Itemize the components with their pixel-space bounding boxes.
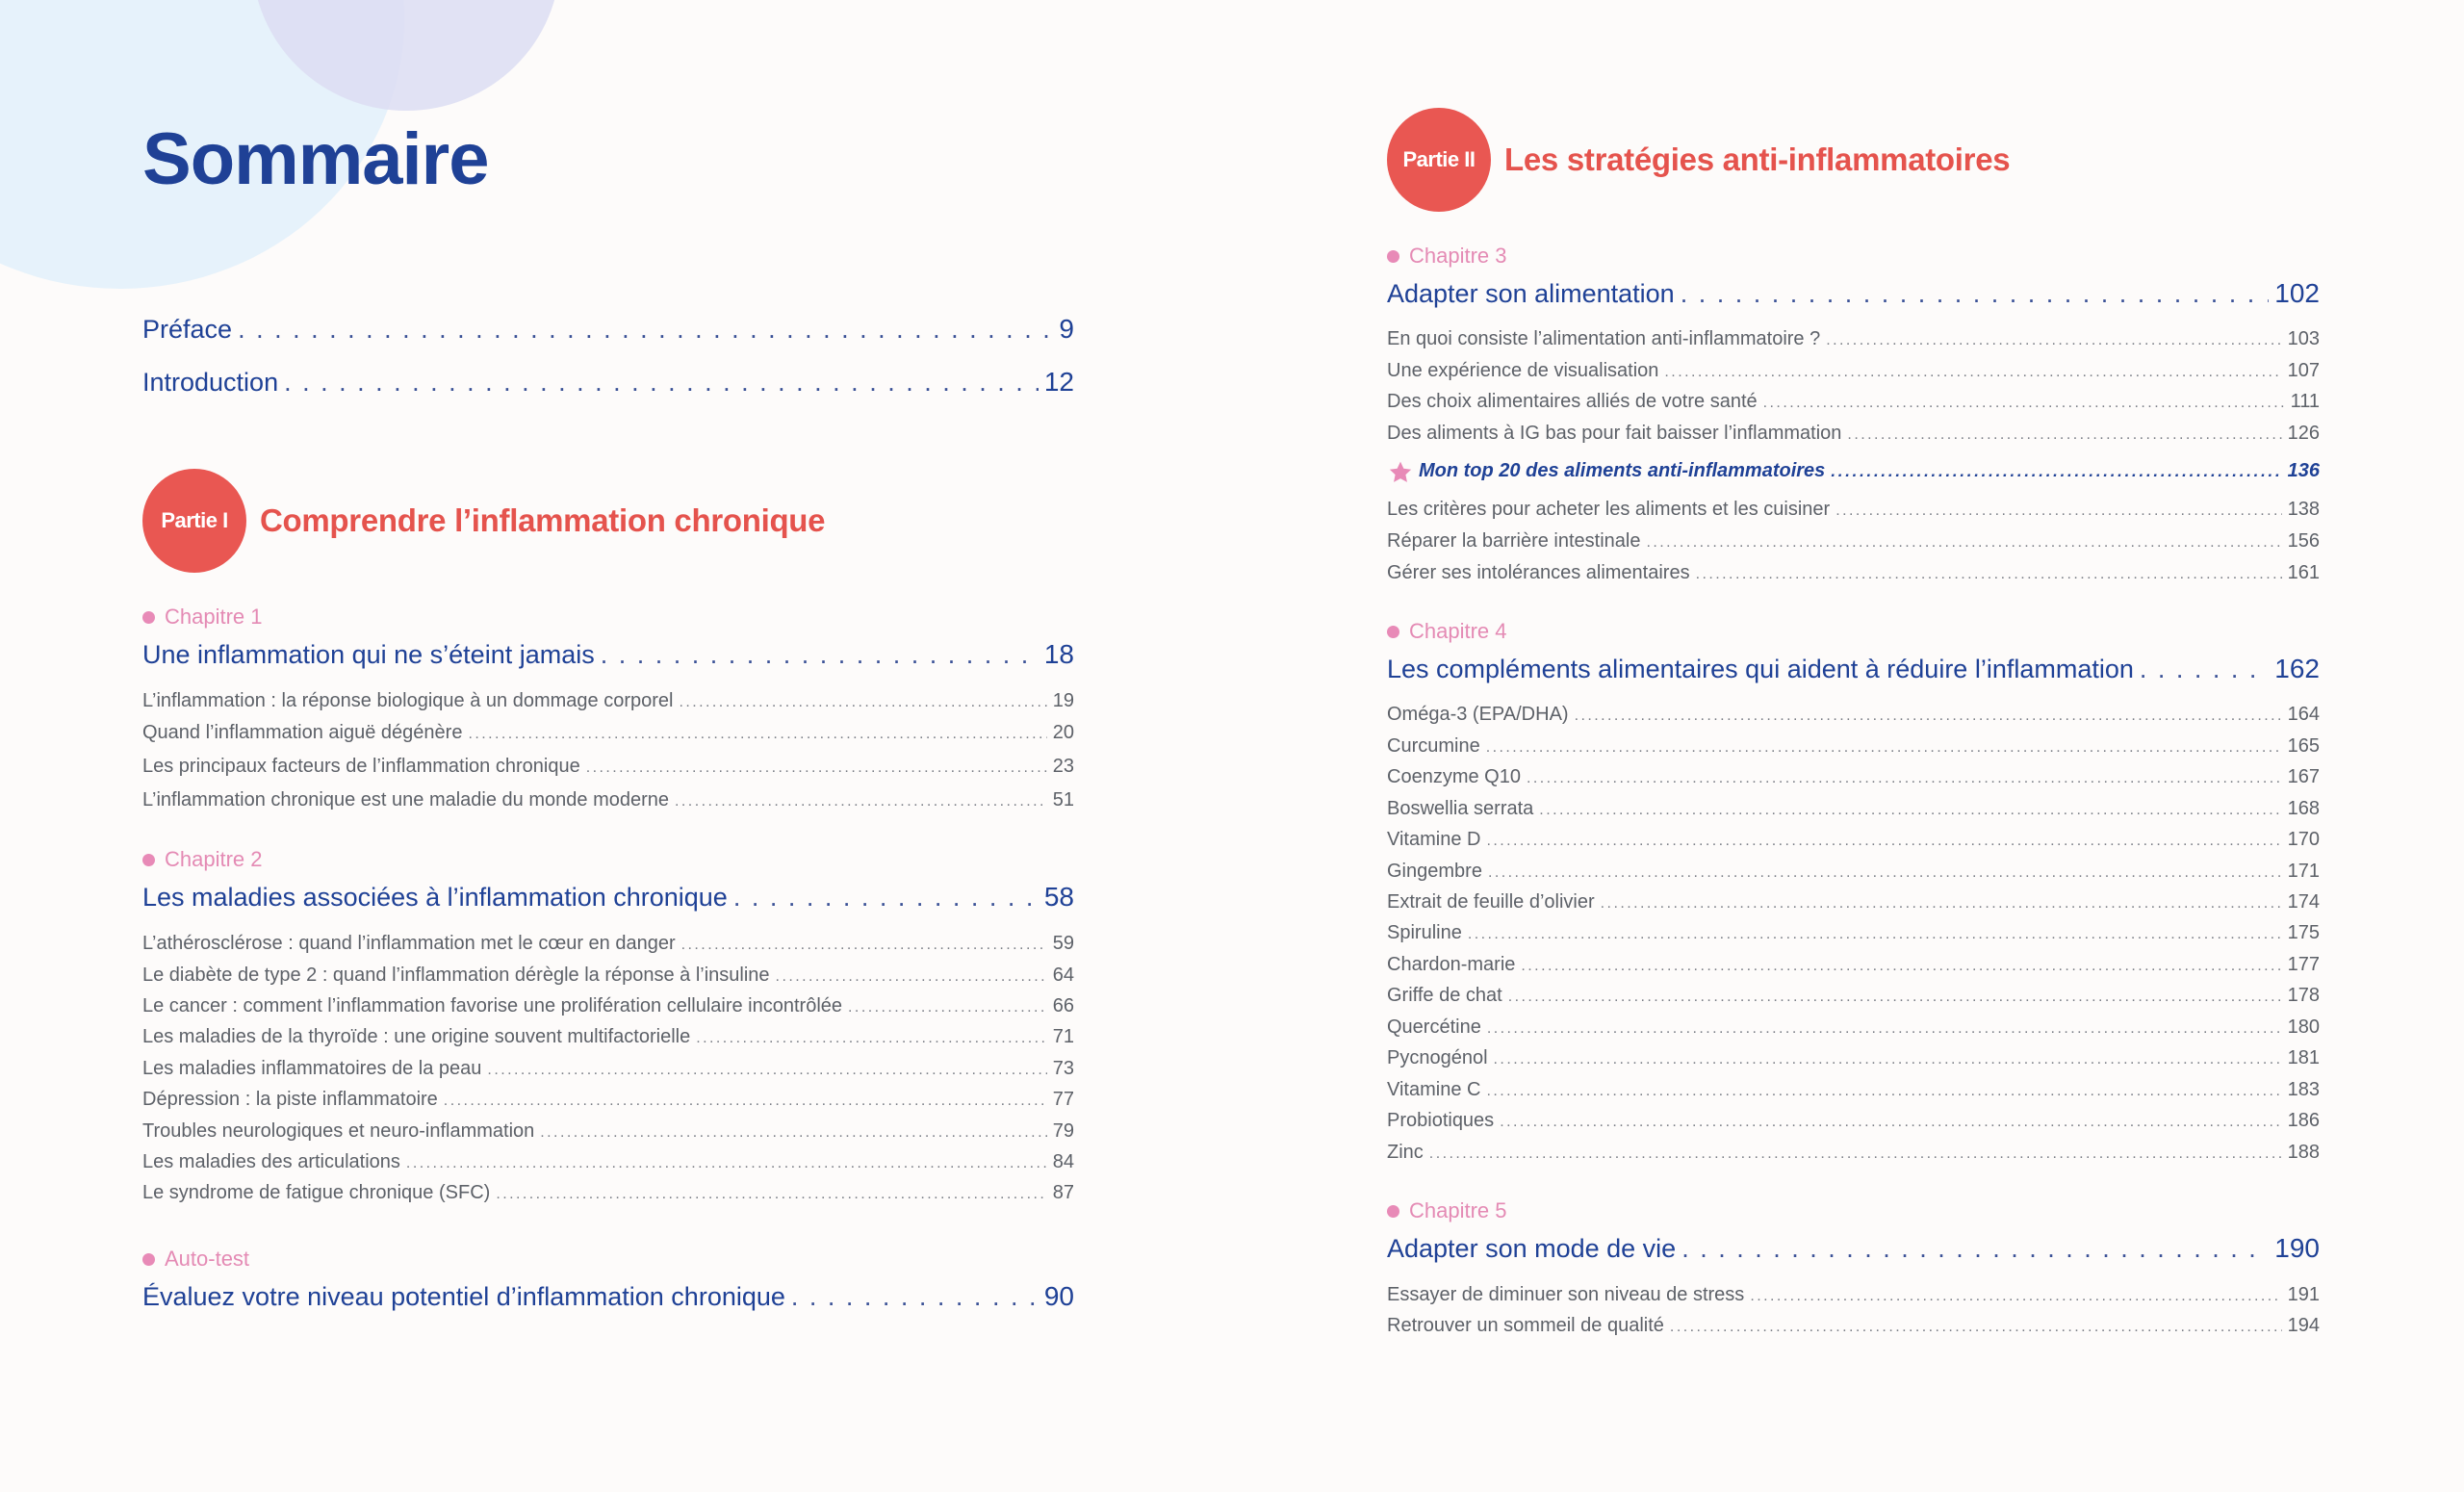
toc-item[interactable]: Vitamine D . . . 170	[1387, 829, 2320, 851]
chapter-2-heading[interactable]: Les maladies associées à l’inflammation chronique . . . 58	[142, 882, 1074, 913]
autotest-tag: Auto-test	[142, 1247, 249, 1272]
bullet-dot-icon	[142, 611, 155, 624]
toc-item[interactable]: Le syndrome de fatigue chronique (SFC) . . . 87	[142, 1182, 1074, 1204]
chapter-1-tag: Chapitre 1	[142, 605, 263, 630]
toc-item[interactable]: Des aliments à IG bas pour fait baisser l’inflammation . . . 126	[1387, 423, 2320, 445]
toc-item[interactable]: Coenzyme Q10 . . . 167	[1387, 766, 2320, 788]
toc-item[interactable]: Des choix alimentaires alliés de votre santé . . . 111	[1387, 391, 2320, 413]
bullet-dot-icon	[142, 854, 155, 866]
bullet-dot-icon	[1387, 1205, 1399, 1218]
chapter-2-tag: Chapitre 2	[142, 847, 263, 872]
toc-item[interactable]: Le cancer : comment l’inflammation favorise une prolifération cellulaire incontrôlée . . . 66	[142, 995, 1074, 1017]
part-2-title: Les stratégies anti-inflammatoires	[1504, 141, 2011, 177]
toc-item[interactable]: L’inflammation chronique est une maladie du monde moderne . . . 51	[142, 789, 1074, 811]
toc-item[interactable]: Les maladies inflammatoires de la peau . . . 73	[142, 1058, 1074, 1080]
part-2-header	[1387, 108, 2010, 212]
toc-item-featured[interactable]: Mon top 20 des aliments anti-inflammatoires . . . 136	[1387, 460, 2320, 485]
toc-item[interactable]: Griffe de chat . . . 178	[1387, 985, 2320, 1007]
part-2-badge: Partie II	[1387, 108, 1491, 212]
toc-item[interactable]: Retrouver un sommeil de qualité . . . 194	[1387, 1315, 2320, 1337]
toc-item[interactable]: Gingembre . . . 171	[1387, 861, 2320, 883]
toc-item[interactable]: Troubles neurologiques et neuro-inflammation . . . 79	[142, 1120, 1074, 1143]
autotest-heading[interactable]: Évaluez votre niveau potentiel d’inflammation chronique . . . 90	[142, 1281, 1074, 1312]
toc-item[interactable]: Gérer ses intolérances alimentaires . . . 161	[1387, 562, 2320, 584]
toc-item[interactable]: Les maladies des articulations . . . 84	[142, 1151, 1074, 1173]
toc-item[interactable]: Dépression : la piste inflammatoire . . . 77	[142, 1089, 1074, 1111]
toc-item[interactable]: Spiruline . . . 175	[1387, 922, 2320, 944]
bullet-dot-icon	[1387, 250, 1399, 263]
toc-item[interactable]: Extrait de feuille d’olivier . . . 174	[1387, 891, 2320, 913]
toc-item[interactable]: L’inflammation : la réponse biologique à un dommage corporel . . . 19	[142, 690, 1074, 712]
chapter-3-heading[interactable]: Adapter son alimentation . . . 102	[1387, 278, 2320, 309]
toc-item[interactable]: Réparer la barrière intestinale . . . 156	[1387, 530, 2320, 553]
toc-item[interactable]: Boswellia serrata . . . 168	[1387, 798, 2320, 820]
toc-item[interactable]: Curcumine . . . 165	[1387, 735, 2320, 758]
toc-item[interactable]: En quoi consiste l’alimentation anti-inflammatoire ? . . . 103	[1387, 328, 2320, 350]
toc-item[interactable]: Une expérience de visualisation . . . 107	[1387, 360, 2320, 382]
part-1-badge: Partie I	[142, 469, 246, 573]
page-title: Sommaire	[142, 118, 489, 200]
part-1-header	[142, 469, 825, 573]
toc-item[interactable]: Le diabète de type 2 : quand l’inflammation dérègle la réponse à l’insuline . . . 64	[142, 965, 1074, 987]
chapter-3-tag: Chapitre 3	[1387, 244, 1507, 269]
chapter-5-heading[interactable]: Adapter son mode de vie . . . 190	[1387, 1233, 2320, 1264]
toc-item[interactable]: Vitamine C . . . 183	[1387, 1079, 2320, 1101]
toc-item[interactable]: Zinc . . . 188	[1387, 1142, 2320, 1164]
chapter-1-heading[interactable]: Une inflammation qui ne s’éteint jamais . . . 18	[142, 639, 1074, 670]
toc-entry-introduction[interactable]: Introduction . . . 12	[142, 367, 1074, 398]
toc-item[interactable]: Les maladies de la thyroïde : une origine souvent multifactorielle . . . 71	[142, 1026, 1074, 1048]
toc-item[interactable]: Les principaux facteurs de l’inflammation chronique . . . 23	[142, 756, 1074, 778]
chapter-4-tag: Chapitre 4	[1387, 619, 1507, 644]
bullet-dot-icon	[1387, 626, 1399, 638]
toc-item[interactable]: Quercétine . . . 180	[1387, 1016, 2320, 1039]
toc-item[interactable]: Chardon-marie . . . 177	[1387, 954, 2320, 976]
toc-item[interactable]: Pycnogénol . . . 181	[1387, 1047, 2320, 1069]
toc-item[interactable]: Les critères pour acheter les aliments et les cuisiner . . . 138	[1387, 499, 2320, 521]
toc-item[interactable]: Probiotiques . . . 186	[1387, 1110, 2320, 1132]
star-icon	[1387, 460, 1414, 485]
chapter-5-tag: Chapitre 5	[1387, 1198, 1507, 1223]
chapter-4-heading[interactable]: Les compléments alimentaires qui aident à réduire l’inflammation . . . 162	[1387, 654, 2320, 684]
toc-item[interactable]: Oméga-3 (EPA/DHA) . . . 164	[1387, 704, 2320, 726]
toc-entry-preface[interactable]: Préface . . . 9	[142, 314, 1074, 345]
toc-item[interactable]: Essayer de diminuer son niveau de stress . . . 191	[1387, 1284, 2320, 1306]
part-1-title: Comprendre l’inflammation chronique	[260, 502, 826, 538]
toc-item[interactable]: Quand l’inflammation aiguë dégénère . . . 20	[142, 722, 1074, 744]
bullet-dot-icon	[142, 1253, 155, 1266]
toc-item[interactable]: L’athérosclérose : quand l’inflammation met le cœur en danger . . . 59	[142, 933, 1074, 955]
